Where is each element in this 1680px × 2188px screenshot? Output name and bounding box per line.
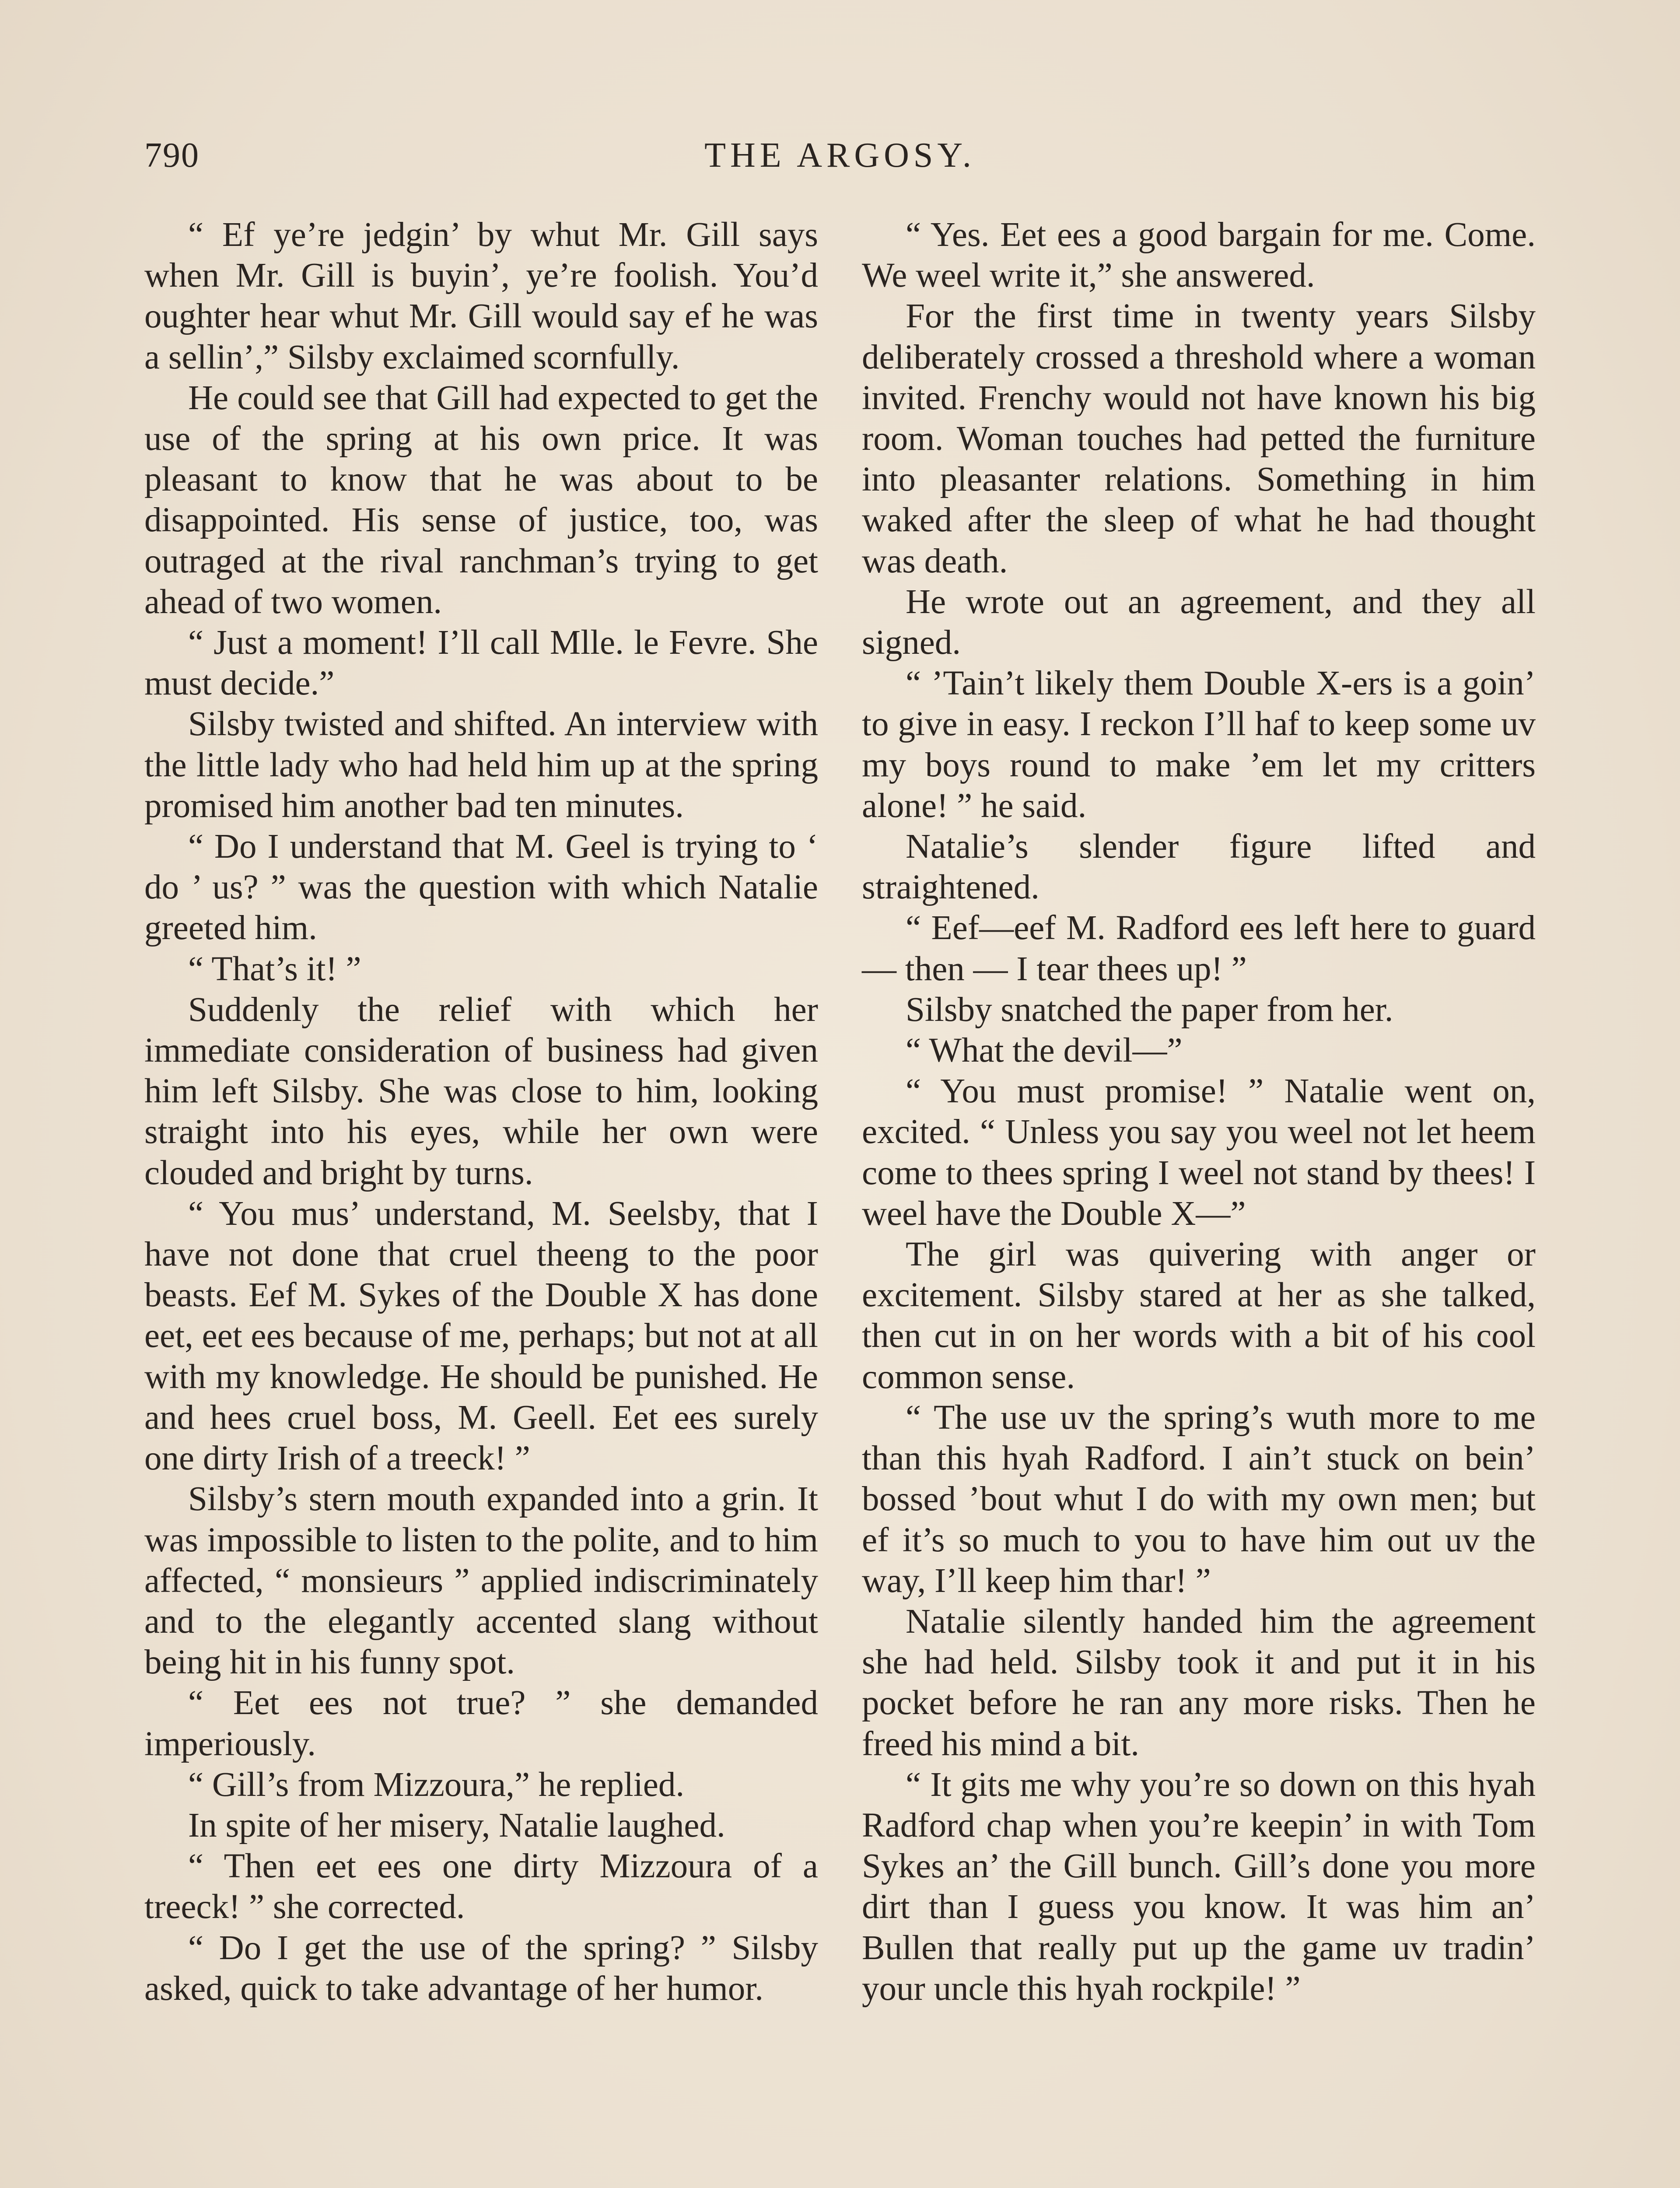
paragraph: For the first time in twenty years Silsby deliberately crossed a threshold where a woman invited. Frenchy would not have known his big room. Woman touches had petted the furniture into pleasanter relations. Something in him waked after the sleep of what he had thought was death.	[862, 297, 1536, 580]
paragraph: “ Yes. Eet ees a good bargain for me. Come. We weel write it,” she answered.	[862, 216, 1536, 295]
running-title: THE ARGOSY.	[704, 136, 976, 175]
paragraph: “ Eef—eef M. Radford ees left here to guard — then — I tear thees up! ”	[862, 909, 1536, 988]
paragraph: Silsby twisted and shifted. An interview with the little lady who had held him up at the spring promised him another bad ten minutes.	[144, 705, 818, 825]
paragraph: “ It gits me why you’re so down on this hyah Radford chap when you’re keepin’ in with Tom Sykes an’ the Gill bunch. Gill’s done you more dirt than I guess you know. It was him an’ Bullen that really put up the game uv tradin’ your uncle this hyah rockpile! ”	[862, 1765, 1536, 2008]
paragraph: “ Do I understand that M. Geel is trying to ‘ do ’ us? ” was the question with which Natalie greeted him.	[144, 828, 818, 947]
paragraph: The girl was quivering with anger or excitement. Silsby stared at her as she talked, then cut in on her words with a bit of his cool common sense.	[862, 1235, 1536, 1396]
paragraph: Natalie silently handed him the agreement she had held. Silsby took it and put it in his pocket before he ran any more risks. Then he freed his mind a bit.	[862, 1602, 1536, 1763]
paragraph: “ What the devil—”	[906, 1031, 1183, 1070]
page-number: 790	[144, 136, 200, 175]
paragraph: He could see that Gill had expected to get the use of the spring at his own price. It was pleasant to know that he was about to be disappointed. His sense of justice, too, was outraged at the rival ranchman’s trying to get ahead of two women.	[144, 379, 818, 621]
paragraph: “ You mus’ understand, M. Seelsby, that I have not done that cruel theeng to the poor beasts. Eef M. Sykes of the Double X has done eet, eet ees because of me, perhaps; but not at all with my knowledge. He should be punished. He and hees cruel boss, M. Geell. Eet ees surely one dirty Irish of a treeck! ”	[144, 1194, 818, 1478]
paragraph: Silsby’s stern mouth expanded into a grin. It was impossible to listen to the polite, and to him affected, “ monsieurs ” applied indiscriminately and to the elegantly accented slang without being hit in his funny spot.	[144, 1480, 818, 1682]
paragraph: “ That’s it! ”	[188, 950, 361, 988]
paragraph: “ Then eet ees one dirty Mizzoura of a treeck! ” she corrected.	[144, 1847, 818, 1926]
paragraph: Silsby snatched the paper from her.	[906, 990, 1393, 1029]
left-column	[144, 214, 818, 2009]
paragraph: “ You must promise! ” Natalie went on, excited. “ Unless you say you weel not let heem come to thees spring I weel not stand by thees! I weel have the Double X—”	[862, 1072, 1536, 1233]
paragraph: In spite of her misery, Natalie laughed.	[188, 1806, 725, 1844]
paragraph: “ The use uv the spring’s wuth more to me than this hyah Radford. I ain’t stuck on bein’ bossed ’bout whut I do with my own men; but ef it’s so much to you to have him out uv the way, I’ll keep him thar! ”	[862, 1398, 1536, 1600]
paragraph: Natalie’s slender figure lifted and straightened.	[862, 828, 1536, 907]
paragraph: “ Do I get the use of the spring? ” Silsby asked, quick to take advantage of her humor.	[144, 1929, 818, 2008]
paragraph: “ ’Tain’t likely them Double X-ers is a goin’ to give in easy. I reckon I’ll haf to keep some uv my boys round to make ’em let my critters alone! ” he said.	[862, 664, 1536, 825]
paragraph: Suddenly the relief with which her immediate consideration of business had given him left Silsby. She was close to him, looking straight into his eyes, while her own were clouded and bright by turns.	[144, 990, 818, 1192]
paragraph: “ Eet ees not true? ” she demanded imperiously.	[144, 1684, 818, 1763]
right-column	[862, 214, 1536, 2009]
paragraph: “ Gill’s from Mizzoura,” he replied.	[188, 1765, 685, 1804]
paragraph: He wrote out an agreement, and they all signed.	[862, 582, 1536, 662]
page-header	[144, 131, 1536, 179]
paragraph: “ Ef ye’re jedgin’ by whut Mr. Gill says when Mr. Gill is buyin’, ye’re foolish. You’d oughter hear whut Mr. Gill would say ef he was a sellin’,” Silsby exclaimed scornfully.	[144, 216, 818, 376]
paragraph: “ Just a moment! I’ll call Mlle. le Fevre. She must decide.”	[144, 624, 818, 703]
